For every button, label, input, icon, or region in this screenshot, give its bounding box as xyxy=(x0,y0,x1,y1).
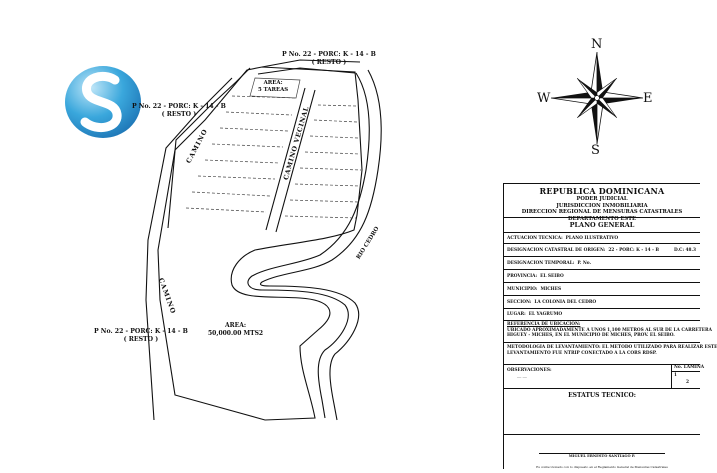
seccion-value: LA COLONIA DEL CEDRO xyxy=(534,300,597,305)
north-plot-resto: ( RESTO ) xyxy=(311,58,347,66)
row-referencia xyxy=(504,321,712,343)
municipio-value: MICHES xyxy=(540,287,562,292)
header-line-3: DIRECCION REGIONAL DE MENSURAS CATASTRALES xyxy=(521,209,683,216)
lamina-1: 1 xyxy=(674,373,677,378)
row-temporal xyxy=(504,257,700,270)
compass-n: N xyxy=(591,37,603,52)
camino-west-road-inner xyxy=(146,78,232,420)
actuacion-value: PLANO ILUSTRATIVO xyxy=(565,236,619,241)
west-plot-text: P No. 22 - PORC: K - 14 - B xyxy=(132,103,226,110)
municipio-label: MUNICIPIO: xyxy=(507,287,538,292)
south-plot-label xyxy=(94,328,188,344)
provincia-label: PROVINCIA: xyxy=(507,274,538,279)
camino-upper-label: CAMINO xyxy=(184,127,210,165)
row-estatus xyxy=(504,389,700,435)
row-metodologia xyxy=(504,343,717,365)
provincia-value: EL SEIBO xyxy=(540,274,564,279)
title-block-header xyxy=(504,184,700,222)
title-block xyxy=(503,183,717,469)
row-provincia xyxy=(504,270,700,283)
row-municipio xyxy=(504,283,700,296)
designacion-value: 22 - PORC: K - 14 - B xyxy=(608,248,660,253)
parcel-boundary xyxy=(158,67,362,420)
lamina-box xyxy=(671,365,705,388)
north-plot-text: P No. 22 - PORC: K - 14 - B xyxy=(282,51,376,58)
header-line-2: JURISDICCION INMOBILIARIA xyxy=(556,202,648,209)
camino-vecinal-label: CAMINO VECINAL xyxy=(281,105,311,181)
seccion-label: SECCION: xyxy=(507,300,532,305)
row-lugar xyxy=(504,309,700,321)
main-area-value: 50,000.00 MTS2 xyxy=(208,329,264,337)
header-line-4: DEPARTAMENTO ESTE xyxy=(568,215,636,222)
camino-lower-label: CAMINO xyxy=(156,276,178,316)
designacion-label: DESIGNACION CATASTRAL DE ORIGEN: xyxy=(507,248,606,253)
north-plot-label xyxy=(282,51,376,67)
lamina-2: 2 xyxy=(686,380,689,385)
row-designacion xyxy=(504,244,700,257)
compass-w: W xyxy=(537,91,551,106)
lamina-label: No. LAMINA xyxy=(674,365,705,370)
row-seccion xyxy=(504,296,700,309)
metodologia-line-2: LEVANTAMIENTO FUE NTRIP CONECTADO A LA CORS RDSP. xyxy=(507,351,657,356)
west-plot-resto: ( RESTO ) xyxy=(161,110,197,118)
dc-label: D.C: 48.3 xyxy=(673,248,696,253)
observaciones-value: __ __ xyxy=(517,373,527,378)
republic-title: REPUBLICA DOMINICANA xyxy=(539,186,665,196)
west-plot-label xyxy=(132,103,226,119)
compass-star-icon xyxy=(540,40,660,160)
main-area-label xyxy=(208,322,263,337)
south-plot-resto: ( RESTO ) xyxy=(123,335,159,343)
header-line-1: PODER JUDICIAL xyxy=(576,196,628,202)
estatus-label: ESTATUS TECNICO: xyxy=(568,392,636,399)
referencia-label: REFERENCIA DE UBICACION: xyxy=(507,322,581,327)
company-logo xyxy=(63,62,143,142)
lugar-label: LUGAR: xyxy=(507,312,526,317)
referencia-line-1: UBICADO APROXIMADAMENTE A UNOS 1,100 METROS AL SUR DE LA CARRETERA xyxy=(507,327,712,333)
compass-s: S xyxy=(591,143,600,158)
signature-area xyxy=(504,435,700,473)
temporal-value: P. No. xyxy=(577,261,592,266)
row-actuacion xyxy=(504,233,700,244)
south-plot-text: P No. 22 - PORC: K - 14 - B xyxy=(94,328,188,335)
temporal-label: DESIGNACION TEMPORAL: xyxy=(507,261,575,266)
camino-vecinal-road xyxy=(266,88,305,230)
metodologia-line-1: METODOLOGIA DE LEVANTAMIENTO: EL METODO UTILIZADO PARA REALIZAR ESTE xyxy=(507,345,717,350)
small-area-title: AREA: xyxy=(263,80,283,86)
referencia-line-2: HIGUEY - MICHES, EN EL MUNICIPIO DE MICHES, PROV. EL SEIBO. xyxy=(507,333,675,339)
signer-name: MIGUEL ERNESTO SANTIAGO P. xyxy=(568,454,636,458)
observaciones-label: OBSERVACIONES: xyxy=(507,368,552,373)
main-area-title: AREA: xyxy=(225,322,247,329)
row-observaciones xyxy=(504,365,705,389)
actuacion-label: ACTUACION TECNICA: xyxy=(507,236,563,241)
compass-rose xyxy=(537,37,660,160)
camino-west-road xyxy=(168,68,250,228)
plan-title: PLANO GENERAL xyxy=(504,218,700,233)
rio-label: RIO CEDRO xyxy=(355,225,381,261)
small-area-label xyxy=(258,80,288,94)
compass-e: E xyxy=(643,91,653,106)
small-area-value: 5 TAREAS xyxy=(258,86,289,93)
footer-note: Es confeccionado con lo dispuesto en el Reglamento General de Mensuras Catastrales xyxy=(536,465,668,469)
logo-graphic xyxy=(63,62,143,142)
river-bank-east xyxy=(248,73,369,418)
lugar-value: EL YAGRUMO xyxy=(528,312,563,317)
